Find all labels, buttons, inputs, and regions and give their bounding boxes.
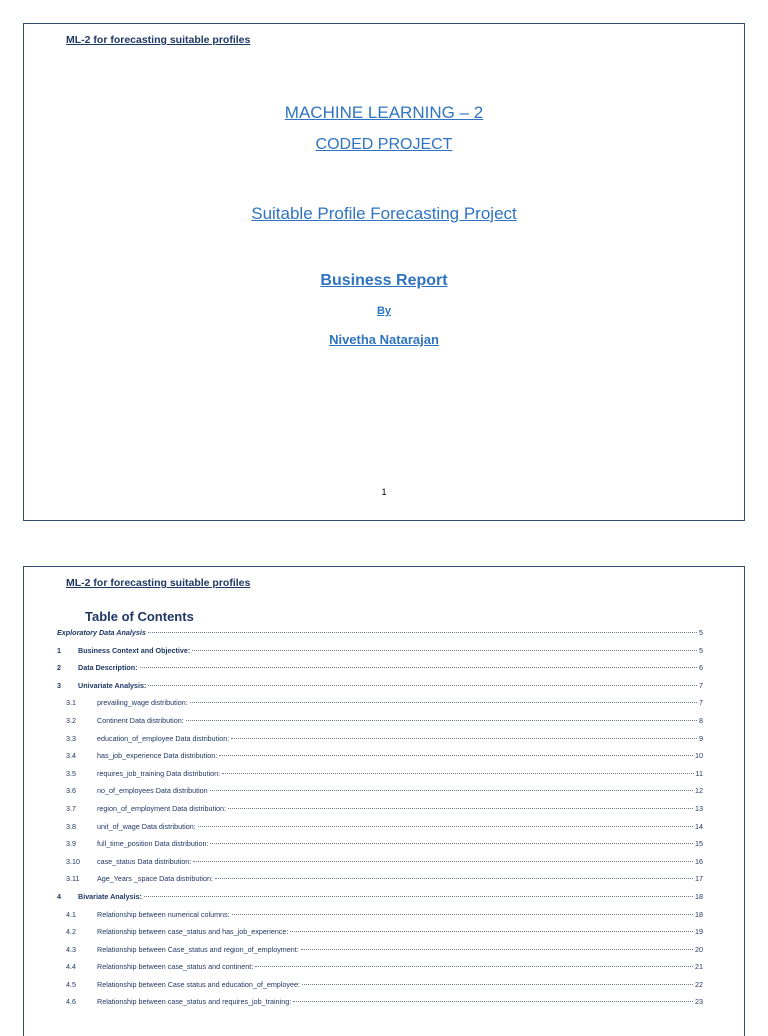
toc-entry[interactable] <box>57 646 703 664</box>
toc-dot-leader <box>193 861 693 862</box>
toc-entry-number: 3.4 <box>66 751 76 761</box>
toc-entry-label: region_of_employment Data distribution: <box>97 803 227 813</box>
toc-title: Table of Contents <box>85 609 194 624</box>
toc-dot-leader <box>290 931 693 932</box>
toc-entry[interactable] <box>57 945 703 963</box>
toc-dot-leader <box>293 1001 693 1002</box>
toc-entry[interactable] <box>57 980 703 998</box>
toc-dot-leader <box>219 755 693 756</box>
toc-entry-number: 4.6 <box>66 997 76 1007</box>
toc-entry[interactable] <box>57 839 703 857</box>
toc-entry-label: education_of_employee Data distribution: <box>97 733 230 743</box>
toc-entry[interactable] <box>57 892 703 910</box>
toc-entry-label: requires_job_training Data distribution: <box>97 768 221 778</box>
toc-entry-page: 18 <box>695 909 703 919</box>
toc-entry[interactable] <box>57 857 703 875</box>
toc-entry-page: 9 <box>699 733 703 743</box>
toc-dot-leader <box>215 878 693 879</box>
toc-entry-label: Relationship between Case_status and region_of_employment: <box>97 944 299 954</box>
toc-entry-page: 22 <box>695 979 703 989</box>
toc-entry-label: Relationship between case_status and has_job_experience: <box>97 927 289 937</box>
toc-entry-page: 23 <box>695 997 703 1007</box>
toc-dot-leader <box>210 790 693 791</box>
toc-entry-number: 3.1 <box>66 698 76 708</box>
toc-dot-leader <box>148 632 697 633</box>
toc-entry-page: 17 <box>695 874 703 884</box>
toc-dot-leader <box>192 650 697 651</box>
toc-entry-page: 18 <box>695 891 703 901</box>
toc-entry-page: 6 <box>699 663 703 673</box>
toc-entry-page: 12 <box>695 786 703 796</box>
toc-dot-leader <box>198 826 693 827</box>
toc-entry-label: Relationship between Case status and education_of_employee: <box>97 979 300 989</box>
toc-entry-number: 3.10 <box>66 856 80 866</box>
toc-entry[interactable] <box>57 734 703 752</box>
toc-list <box>57 628 703 1015</box>
cover-title-line2: CODED PROJECT <box>315 136 453 153</box>
running-header: ML-2 for forecasting suitable profiles <box>66 34 251 46</box>
toc-entry-label: prevailing_wage distribution: <box>97 698 188 708</box>
toc-entry-page: 20 <box>695 944 703 954</box>
toc-entry-label: Bivariate Analysis: <box>78 891 143 901</box>
toc-entry-label: Relationship between case_status and requires_job_training: <box>97 997 292 1007</box>
toc-entry-number: 4 <box>57 891 61 901</box>
toc-entry-page: 5 <box>699 645 703 655</box>
toc-entry-page: 11 <box>695 768 703 778</box>
toc-entry-label: Exploratory Data Analysis <box>57 628 146 637</box>
author-name: Nivetha Natarajan <box>329 332 439 347</box>
toc-entry-label: Business Context and Objective: <box>78 645 191 655</box>
toc-dot-leader <box>190 702 697 703</box>
toc-entry-label: Data Description: <box>78 663 138 673</box>
toc-entry-label: Relationship between numerical columns: <box>97 909 230 919</box>
toc-entry-page: 8 <box>699 715 703 725</box>
toc-dot-leader <box>255 966 693 967</box>
by-label: By <box>376 305 392 317</box>
toc-entry-number: 4.1 <box>66 909 76 919</box>
toc-entry-page: 10 <box>695 751 703 761</box>
toc-entry-page: 5 <box>699 628 703 637</box>
toc-entry[interactable] <box>57 804 703 822</box>
toc-entry[interactable] <box>57 681 703 699</box>
toc-page <box>23 566 745 1036</box>
toc-entry-label: case_status Data distribution: <box>97 856 192 866</box>
toc-entry-page: 13 <box>695 803 703 813</box>
toc-entry-page: 16 <box>695 856 703 866</box>
toc-dot-leader <box>148 685 697 686</box>
toc-entry-page: 14 <box>695 821 703 831</box>
toc-entry-number: 3.9 <box>66 839 76 849</box>
toc-entry[interactable] <box>57 874 703 892</box>
report-label: Business Report <box>320 272 448 289</box>
toc-entry[interactable] <box>57 716 703 734</box>
toc-entry-number: 4.2 <box>66 927 76 937</box>
toc-dot-leader <box>228 808 693 809</box>
toc-entry-number: 4.3 <box>66 944 76 954</box>
toc-entry-label: Continent Data distribution: <box>97 715 184 725</box>
toc-entry-label: Univariate Analysis: <box>78 680 147 690</box>
toc-entry-label: full_time_position Data distribution: <box>97 839 209 849</box>
toc-entry[interactable] <box>57 769 703 787</box>
toc-entry-number: 3 <box>57 680 61 690</box>
toc-dot-leader <box>186 720 697 721</box>
toc-entry-number: 3.5 <box>66 768 76 778</box>
toc-entry[interactable] <box>57 962 703 980</box>
toc-entry-label: no_of_employees Data distribution <box>97 786 208 796</box>
toc-entry-label: unit_of_wage Data distribution: <box>97 821 196 831</box>
toc-entry[interactable] <box>57 822 703 840</box>
page-number: 1 <box>381 487 387 497</box>
toc-entry-number: 2 <box>57 663 61 673</box>
toc-entry[interactable] <box>57 751 703 769</box>
toc-entry[interactable] <box>57 927 703 945</box>
toc-entry-page: 19 <box>695 927 703 937</box>
toc-entry-page: 15 <box>695 839 703 849</box>
toc-dot-leader <box>222 773 693 774</box>
running-header: ML-2 for forecasting suitable profiles <box>66 577 251 589</box>
toc-entry[interactable] <box>57 698 703 716</box>
toc-dot-leader <box>301 949 693 950</box>
toc-dot-leader <box>144 896 693 897</box>
toc-entry-number: 1 <box>57 645 61 655</box>
toc-entry-number: 3.11 <box>66 874 80 884</box>
toc-entry-label: Relationship between case_status and continent: <box>97 962 254 972</box>
toc-entry-number: 3.3 <box>66 733 76 743</box>
toc-dot-leader <box>210 843 693 844</box>
toc-entry-number: 3.2 <box>66 715 76 725</box>
toc-entry-number: 3.7 <box>66 803 76 813</box>
cover-subtitle: Suitable Profile Forecasting Project <box>251 204 517 223</box>
toc-dot-leader <box>232 914 693 915</box>
toc-entry-page: 21 <box>695 962 703 972</box>
toc-entry-label: Age_Years _space Data distribution: <box>97 874 214 884</box>
toc-dot-leader <box>302 984 693 985</box>
toc-entry-number: 4.4 <box>66 962 76 972</box>
toc-entry[interactable] <box>57 663 703 681</box>
cover-page <box>23 23 745 521</box>
toc-dot-leader <box>140 667 697 668</box>
toc-entry-page: 7 <box>699 680 703 690</box>
toc-entry-number: 3.8 <box>66 821 76 831</box>
toc-entry[interactable] <box>57 786 703 804</box>
toc-entry[interactable] <box>57 910 703 928</box>
toc-entry[interactable] <box>57 997 703 1015</box>
toc-entry-number: 4.5 <box>66 979 76 989</box>
cover-title-line1: MACHINE LEARNING – 2 <box>284 103 484 122</box>
toc-entry-label: has_job_experience Data distribution: <box>97 751 218 761</box>
toc-entry-number: 3.6 <box>66 786 76 796</box>
toc-entry-page: 7 <box>699 698 703 708</box>
toc-dot-leader <box>231 738 697 739</box>
toc-entry[interactable] <box>57 628 703 646</box>
